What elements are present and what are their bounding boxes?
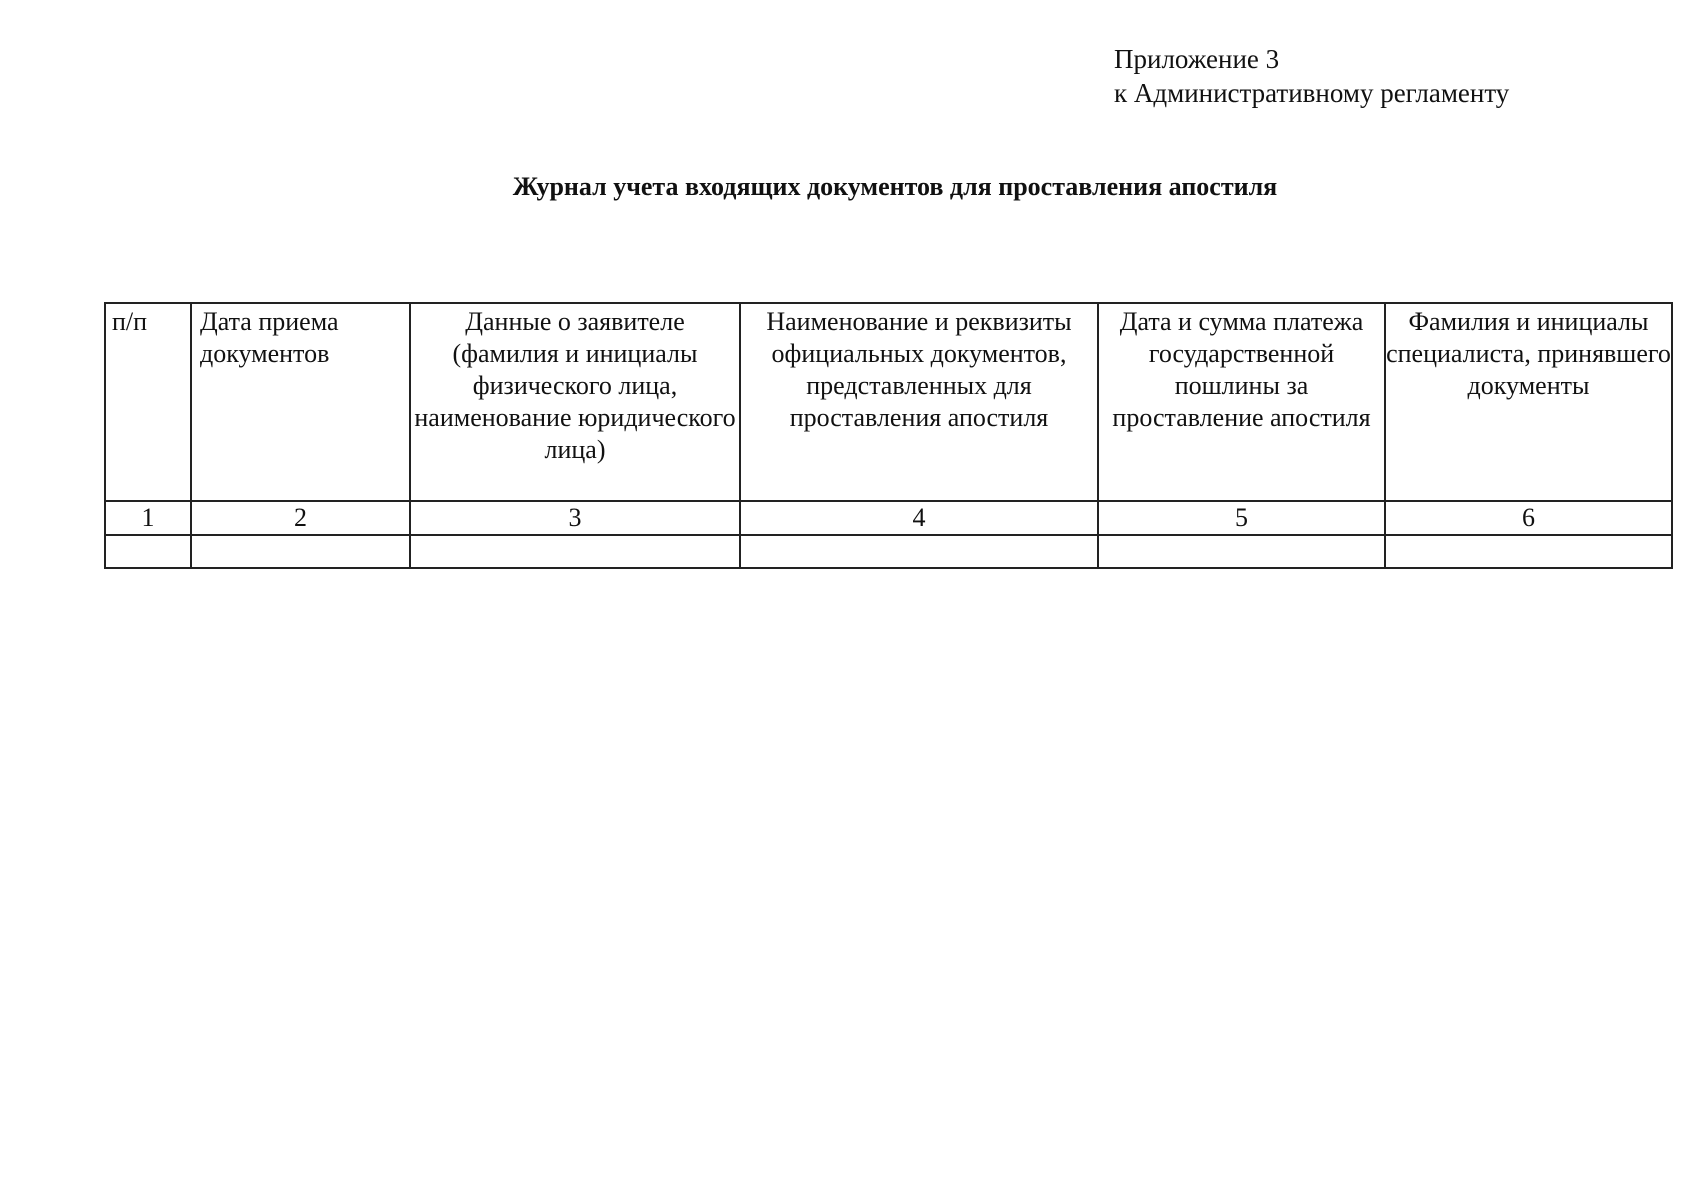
header-duty-payment: Дата и сумма платежа государственной пошлины за проставление апостиля (1098, 303, 1385, 501)
header-applicant-data: Данные о заявителе (фамилия и инициалы физического лица, наименование юридического лица) (410, 303, 740, 501)
table-cell (740, 535, 1098, 568)
table-cell (1098, 535, 1385, 568)
table-cell (1385, 535, 1672, 568)
column-numbers-row (105, 501, 1672, 535)
journal-table (104, 302, 1673, 569)
header-official-documents: Наименование и реквизиты официальных документов, представленных для проставления апостиля (740, 303, 1098, 501)
appendix-reference (1114, 42, 1509, 110)
document-title: Журнал учета входящих документов для проставления апостиля (512, 172, 1278, 201)
column-number: 6 (1385, 501, 1672, 535)
table-cell (191, 535, 410, 568)
header-receipt-date: Дата приема документов (191, 303, 410, 501)
column-number: 2 (191, 501, 410, 535)
table-row (105, 535, 1672, 568)
column-number: 1 (105, 501, 191, 535)
header-specialist: Фамилия и инициалы специалиста, принявшего документы (1385, 303, 1672, 501)
table-header-row (105, 303, 1672, 501)
table-cell (105, 535, 191, 568)
appendix-number: Приложение 3 (1114, 44, 1280, 74)
table-cell (410, 535, 740, 568)
appendix-regulation: к Административному регламенту (1114, 78, 1510, 108)
column-number: 3 (410, 501, 740, 535)
column-number: 4 (740, 501, 1098, 535)
header-row-number: п/п (105, 303, 191, 501)
column-number: 5 (1098, 501, 1385, 535)
